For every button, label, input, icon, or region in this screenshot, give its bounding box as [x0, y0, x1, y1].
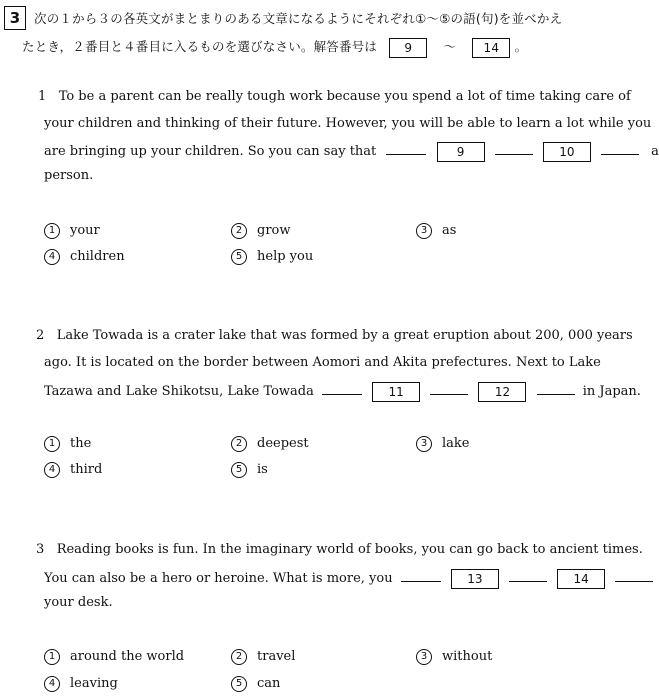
q3-option-4 [44, 676, 118, 692]
q1-option-4 [44, 249, 125, 265]
q2-answer-box-12[interactable]: 12 [478, 382, 526, 402]
q2-blank-3[interactable] [430, 381, 468, 395]
q2-option-3-mark: 3 [416, 436, 432, 452]
q1-option-4-mark: 4 [44, 249, 60, 265]
q1-line3 [44, 141, 659, 162]
q3-option-3 [416, 649, 492, 665]
q2-text-line1: Lake Towada is a crater lake that was formed by a great eruption about 200, 000 years [56, 328, 633, 343]
q2-option-1-mark: 1 [44, 436, 60, 452]
q1-option-1-text: your [70, 223, 100, 238]
q3-option-4-mark: 4 [44, 676, 60, 692]
instruction-line2 [22, 37, 527, 58]
q3-option-3-text: without [442, 649, 493, 664]
q2-line3 [44, 381, 641, 402]
q3-line3: your desk. [44, 595, 113, 610]
q3-option-1-mark: 1 [44, 649, 60, 665]
q2-option-2 [231, 436, 309, 452]
q3-option-1 [44, 649, 184, 665]
q1-option-3-text: as [442, 223, 457, 238]
q1-answer-box-9[interactable]: 9 [437, 142, 485, 162]
q3-option-2-text: travel [257, 649, 296, 664]
q2-option-2-text: deepest [257, 436, 309, 451]
q1-option-2 [231, 223, 291, 239]
q3-answer-box-14[interactable]: 14 [557, 569, 605, 589]
q1-option-1 [44, 223, 100, 239]
q3-option-2-mark: 2 [231, 649, 247, 665]
q3-option-2 [231, 649, 295, 665]
q3-option-5-mark: 5 [231, 676, 247, 692]
q2-option-1-text: the [70, 436, 92, 451]
q2-blank-5[interactable] [537, 381, 575, 395]
q2-text-after: in Japan. [582, 384, 641, 399]
q2-option-3-text: lake [442, 436, 470, 451]
q1-option-3-mark: 3 [416, 223, 432, 239]
q3-text-line1: Reading books is fun. In the imaginary world of books, you can go back to ancient times. [56, 542, 643, 557]
q2-option-5-mark: 5 [231, 462, 247, 478]
q3-blank-3[interactable] [509, 568, 547, 582]
q3-blank-5[interactable] [615, 568, 653, 582]
q1-text-after: a [651, 144, 659, 159]
q1-option-2-mark: 2 [231, 223, 247, 239]
q2-option-4-mark: 4 [44, 462, 60, 478]
q1-blank-3[interactable] [495, 141, 533, 155]
q3-option-5-text: can [257, 676, 281, 691]
instruction-line1: 次の１から３の各英文がまとまりのある文章になるようにそれぞれ①〜⑤の語(句)を並べかえ [34, 11, 563, 26]
q3-blank-1[interactable] [401, 568, 441, 582]
q2-answer-box-11[interactable]: 11 [372, 382, 420, 402]
q1-text-line1: To be a parent can be really tough work because you spend a lot of time taking care of [58, 89, 631, 104]
q2-option-4 [44, 462, 102, 478]
q1-line4: person. [44, 168, 94, 183]
q1-option-5-mark: 5 [231, 249, 247, 265]
q2-line2: ago. It is located on the border between Aomori and Akita prefectures. Next to Lake [44, 355, 601, 370]
q2-option-5-text: is [257, 462, 268, 477]
q1-option-5 [231, 249, 313, 265]
q1-answer-box-10[interactable]: 10 [543, 142, 591, 162]
tilde: 〜 [443, 39, 457, 54]
q1-text-line3: are bringing up your children. So you can say that [44, 144, 377, 159]
q2-option-3 [416, 436, 469, 452]
q2-number: 2 [36, 328, 45, 343]
q3-text-line2: You can also be a hero or heroine. What is more, you [44, 571, 393, 586]
q1-option-1-mark: 1 [44, 223, 60, 239]
q3-line1 [36, 542, 643, 557]
q3-option-3-mark: 3 [416, 649, 432, 665]
q1-line1 [38, 89, 631, 104]
q2-option-4-text: third [70, 462, 103, 477]
q1-number: 1 [38, 89, 47, 104]
q3-line2 [44, 568, 653, 589]
q1-option-2-text: grow [257, 223, 291, 238]
instruction-line2-text: たとき，２番目と４番目に入るものを選びなさい。解答番号は [22, 39, 378, 54]
q3-answer-box-13[interactable]: 13 [451, 569, 499, 589]
q2-blank-1[interactable] [322, 381, 362, 395]
q2-option-2-mark: 2 [231, 436, 247, 452]
q3-option-5 [231, 676, 280, 692]
q1-option-5-text: help you [257, 249, 314, 264]
q2-text-line3: Tazawa and Lake Shikotsu, Lake Towada [44, 384, 314, 399]
q3-option-1-text: around the world [70, 649, 185, 664]
q3-option-4-text: leaving [70, 676, 118, 691]
q1-option-3 [416, 223, 456, 239]
answer-range-end-box: 14 [472, 38, 510, 58]
q1-option-4-text: children [70, 249, 125, 264]
q1-blank-1[interactable] [386, 141, 426, 155]
q2-option-1 [44, 436, 91, 452]
q1-blank-5[interactable] [601, 141, 639, 155]
section-number: 3 [4, 6, 26, 30]
q2-line1 [36, 328, 633, 343]
q3-number: 3 [36, 542, 45, 557]
answer-range-start-box: 9 [389, 38, 427, 58]
q1-line2: your children and thinking of their future. However, you will be able to learn a lot while you [44, 116, 652, 131]
q2-option-5 [231, 462, 268, 478]
instruction-period: 。 [514, 39, 528, 54]
